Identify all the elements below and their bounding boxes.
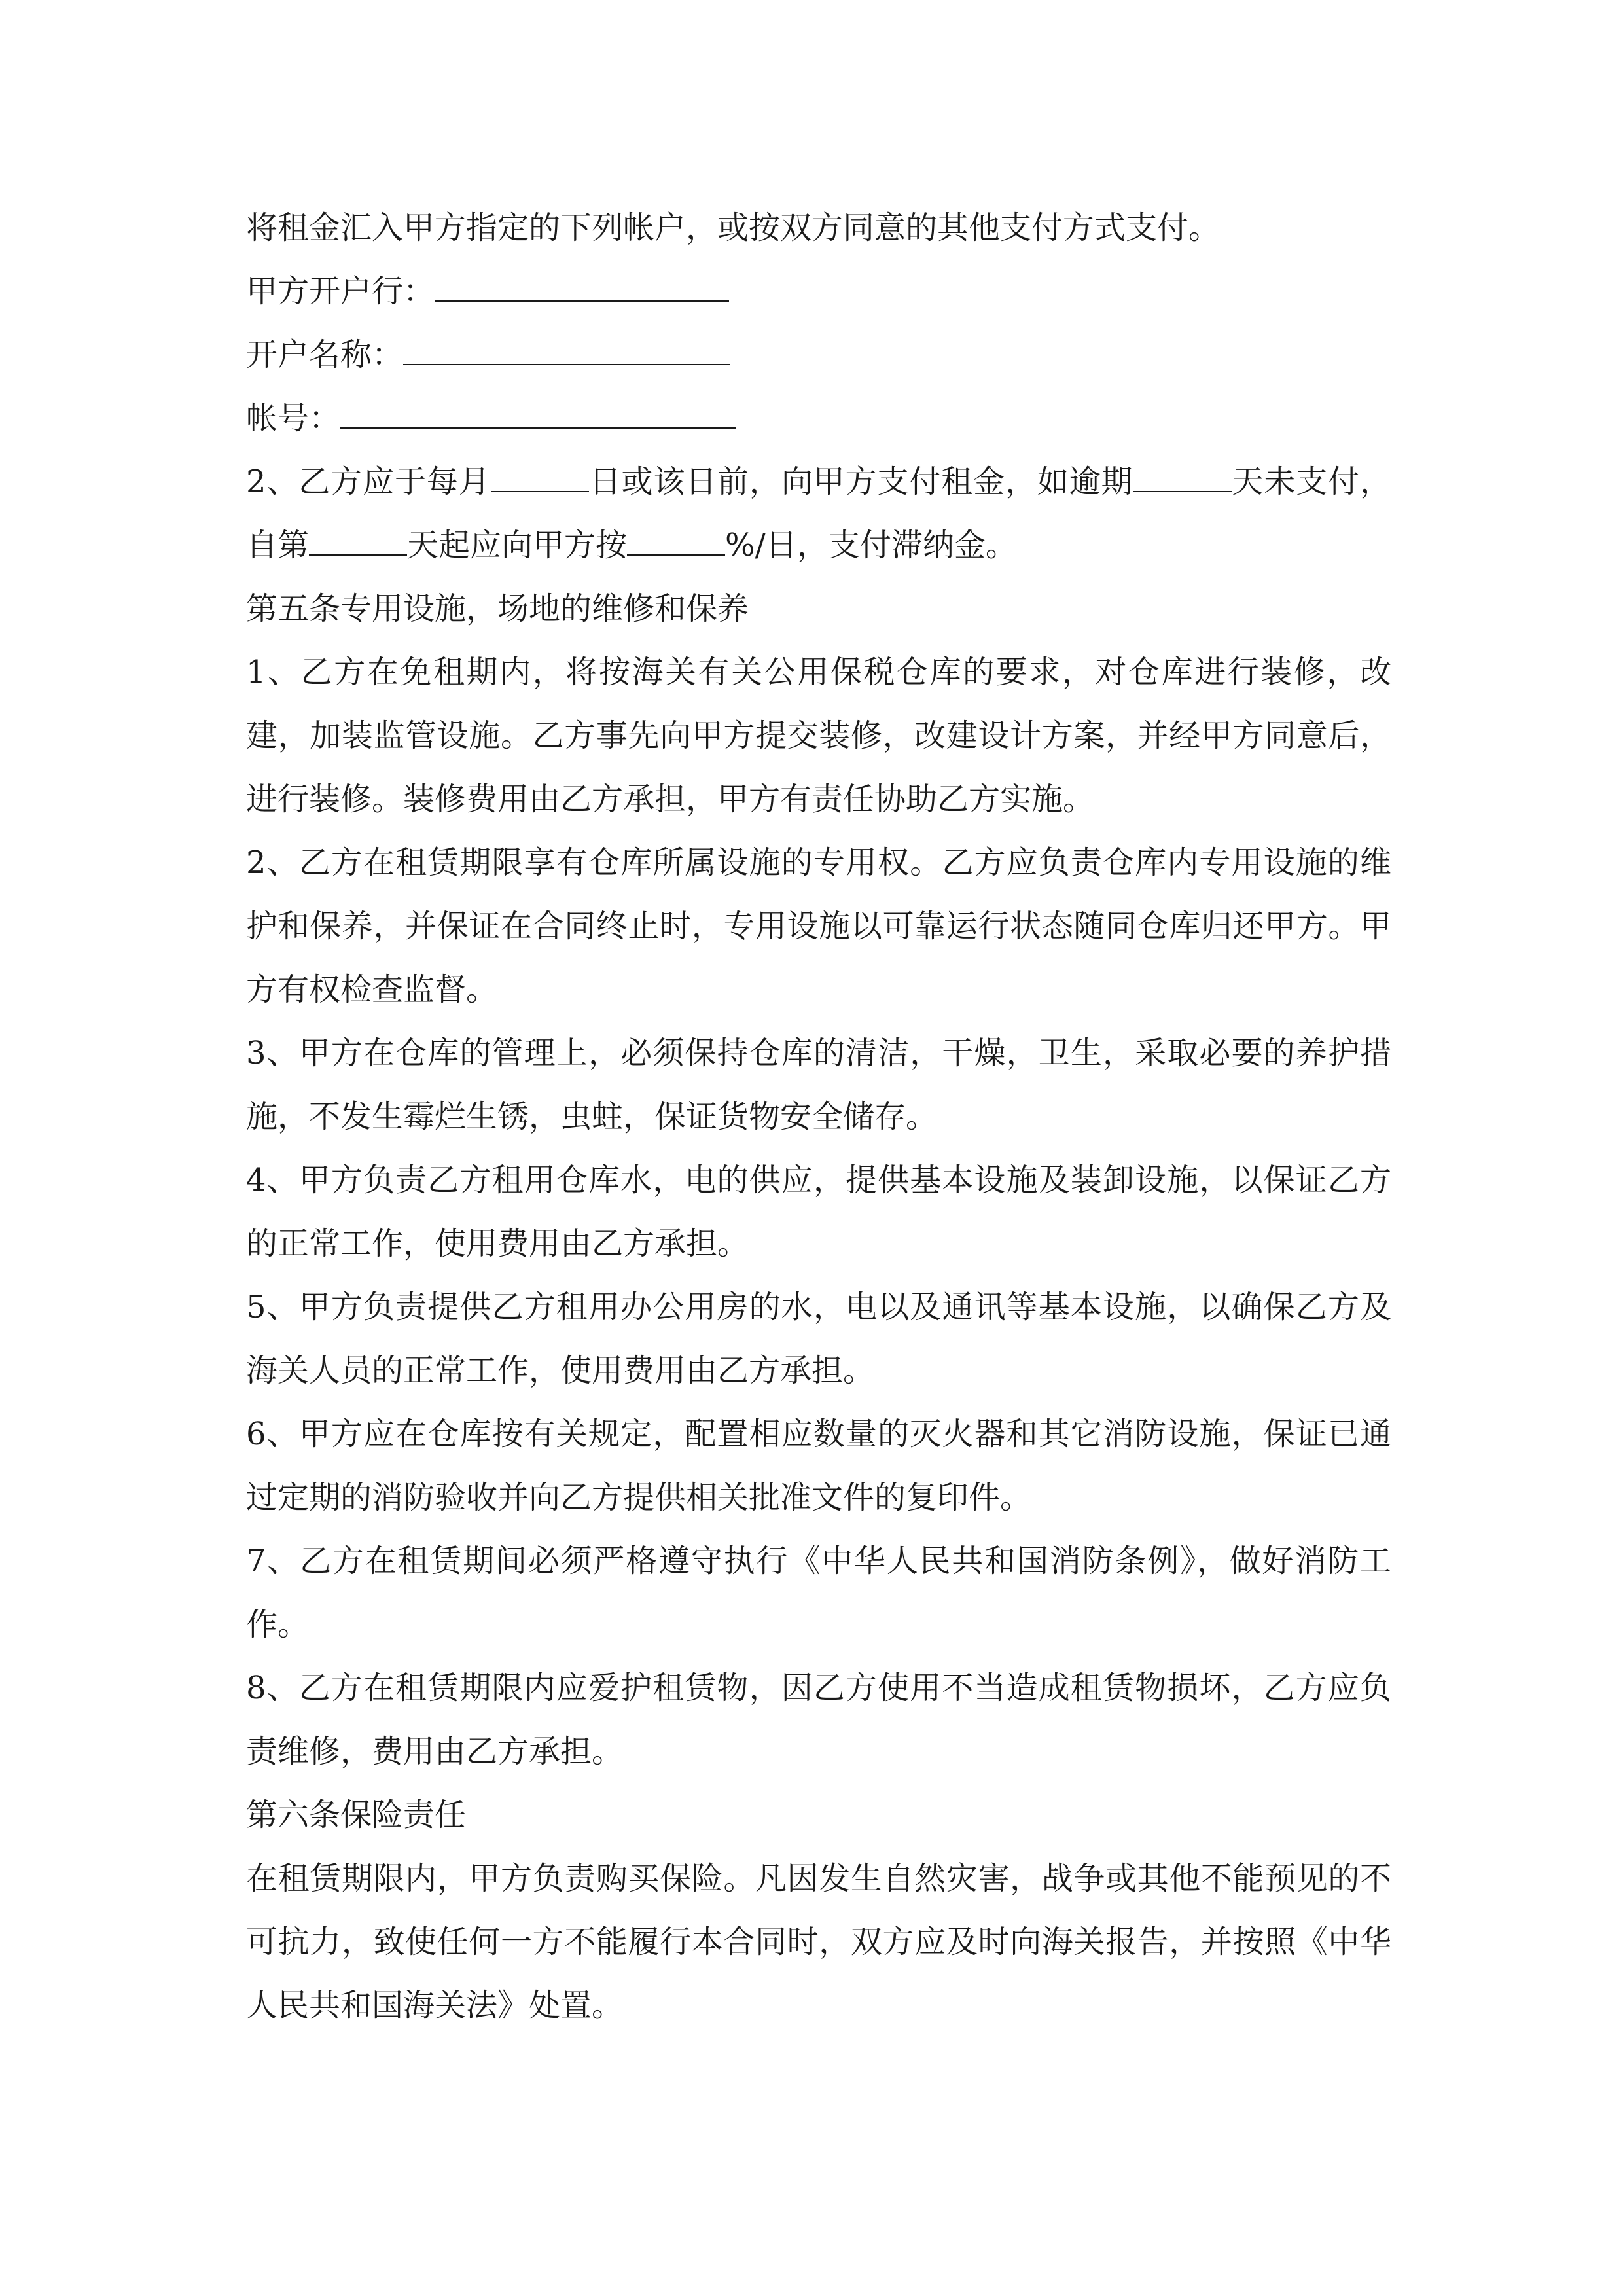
account-name-blank [403, 332, 730, 365]
rent-clause-c: 天未支付，自第 [246, 463, 1391, 564]
bank-line [246, 260, 1391, 323]
section-6-title: 第六条保险责任 [246, 1797, 467, 1833]
section-5-item-7: 7、乙方在租赁期间必须严格遵守执行《中华人民共和国消防条例》，做好消防工作。 [246, 1543, 1391, 1643]
account-name-line [246, 323, 1391, 387]
document-page [246, 196, 1391, 2037]
section-5-item-6: 6、甲方应在仓库按有关规定，配置相应数量的灭火器和其它消防设施，保证已通过定期的消防验收并向乙方提供相关批准文件的复印件。 [246, 1416, 1391, 1516]
rent-clause-a: 2、乙方应于每月 [246, 463, 491, 500]
rent-clause-b: 日或该日前，向甲方支付租金，如逾期 [588, 463, 1133, 500]
section-5-item-1: 1、乙方在免租期内，将按海关有关公用保税仓库的要求，对仓库进行装修，改建，加装监管设施。乙方事先向甲方提交装修，改建设计方案，并经甲方同意后，进行装修。装修费用由乙方承担，甲方有责任协助乙方实施。 [246, 654, 1391, 817]
rent-clause [246, 450, 1391, 577]
account-number-line [246, 387, 1391, 450]
rent-clause-d: 天起应向甲方按 [407, 527, 628, 564]
section-5-item-4: 4、甲方负责乙方租用仓库水，电的供应，提供基本设施及装卸设施，以保证乙方的正常工作，使用费用由乙方承担。 [246, 1162, 1391, 1262]
section-6-paragraph: 在租赁期限内，甲方负责购买保险。凡因发生自然灾害，战争或其他不能预见的不可抗力，致使任何一方不能履行本合同时，双方应及时向海关报告，并按照《中华人民共和国海关法》处置。 [246, 1860, 1391, 2024]
section-5-item-8: 8、乙方在租赁期限内应爱护租赁物，因乙方使用不当造成租赁物损坏，乙方应负责维修，费用由乙方承担。 [246, 1670, 1391, 1770]
section-5-item-2: 2、乙方在租赁期限享有仓库所属设施的专用权。乙方应负责仓库内专用设施的维护和保养，并保证在合同终止时，专用设施以可靠运行状态随同仓库归还甲方。甲方有权检查监督。 [246, 844, 1391, 1008]
overdue-days-blank [1133, 459, 1232, 492]
section-5-item-3: 3、甲方在仓库的管理上，必须保持仓库的清洁，干燥，卫生，采取必要的养护措施，不发生霉烂生锈，虫蛀，保证货物安全储存。 [246, 1035, 1391, 1135]
rent-clause-e: %/日，支付滞纳金。 [725, 527, 1017, 564]
account-number-blank [340, 396, 736, 429]
section-5-title: 第五条专用设施，场地的维修和保养 [246, 590, 749, 627]
rent-day-blank [491, 459, 589, 492]
late-fee-rate-blank [627, 523, 725, 556]
account-name-label: 开户名称： [246, 336, 404, 373]
paragraph-payment-intro: 将租金汇入甲方指定的下列帐户，或按双方同意的其他支付方式支付。 [246, 209, 1221, 246]
section-5-item-5: 5、甲方负责提供乙方租用办公用房的水，电以及通讯等基本设施，以确保乙方及海关人员的正常工作，使用费用由乙方承担。 [246, 1289, 1391, 1389]
bank-blank [435, 269, 729, 302]
start-day-blank [309, 523, 407, 556]
account-number-label: 帐号： [246, 400, 341, 437]
bank-label: 甲方开户行： [246, 273, 435, 310]
